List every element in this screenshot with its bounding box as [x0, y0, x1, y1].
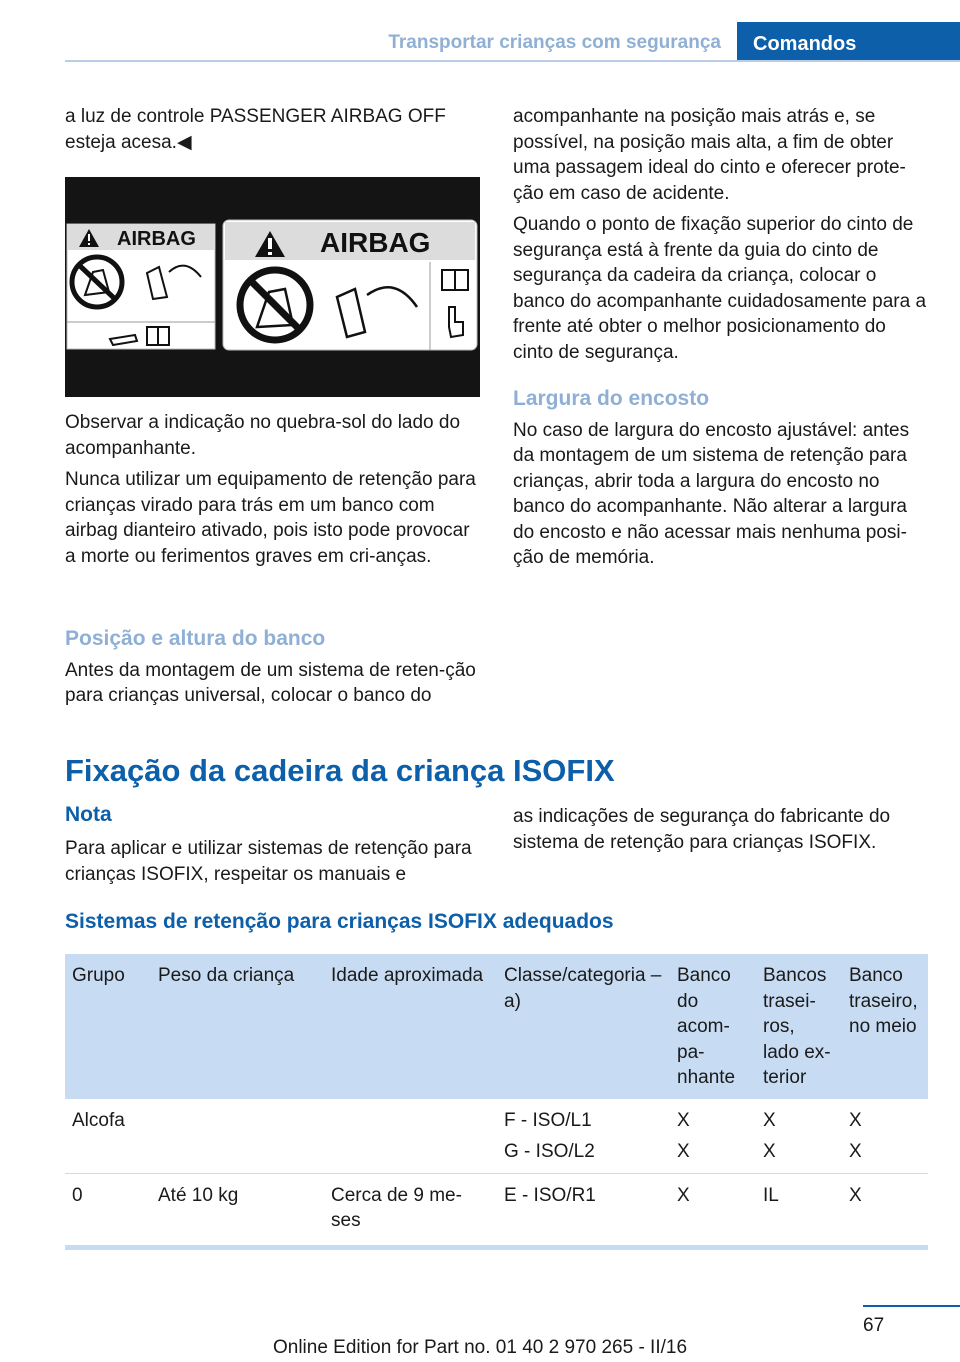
isofix-table [65, 954, 928, 1250]
cell-acompanhante: X [670, 1173, 756, 1247]
cell-meio: X [842, 1173, 928, 1247]
airbag-label-illustration [65, 177, 480, 397]
header-bancos-traseiros-exterior: Bancos trasei-ros, lado ex-terior [756, 954, 842, 1099]
cell-ext-line: X [763, 1109, 776, 1131]
paragraph-seat-position: Antes da montagem de um sistema de reten-ção para crianças universal, colocar o banco do [65, 659, 476, 706]
header-classe: Classe/categoria – a) [497, 954, 670, 1099]
edition-footer: Online Edition for Part no. 01 40 2 970 265 - II/16 [272, 1337, 688, 1358]
paragraph-sun-visor: Observar a indicação no quebra-sol do lado do acompanhante. [65, 412, 461, 459]
cell-peso: Até 10 kg [151, 1173, 324, 1247]
table-row [65, 1173, 928, 1247]
cell-meio-line: X [849, 1109, 862, 1131]
cell-acompanhante [670, 1099, 756, 1174]
cell-meio [842, 1099, 928, 1174]
cell-acomp-line: X [677, 1141, 690, 1162]
table-row [65, 1099, 928, 1174]
cell-exterior [756, 1099, 842, 1174]
paragraph-backrest-width: No caso de largura do encosto ajustável: antes da montagem de um sistema de retenção para crianças, abrir toda a largura do encosto no banco do acompanhante. Não alterar a largura do encosto e não acessar mais nenhuma posi-ção de memória. [513, 419, 910, 568]
paragraph-rear-facing-warning: Nunca utilizar um equipamento de retenção para crianças virado para trás em um banco com airbag dianteiro ativado, pois isto pode provocar a morte ou ferimentos graves em cri-anças. [65, 469, 476, 567]
cell-meio-line: X [849, 1141, 862, 1162]
table-title: Sistemas de retenção para crianças ISOFIX adequados [65, 910, 614, 933]
cell-idade: Cerca de 9 me-ses [324, 1173, 497, 1247]
cell-classe: E - ISO/R1 [497, 1173, 670, 1247]
cell-idade [324, 1099, 497, 1174]
header-rule [65, 60, 960, 62]
cell-grupo: 0 [65, 1173, 151, 1247]
running-header-section: Transportar crianças com segurança [388, 32, 721, 53]
backrest-width-section [513, 386, 931, 577]
header-idade: Idade aproximada [324, 954, 497, 1099]
cell-classe-line: G - ISO/L2 [504, 1141, 595, 1162]
footer-rule [863, 1305, 960, 1307]
header-peso: Peso da criança [151, 954, 324, 1099]
nota-paragraph-right: as indicações de segurança do fabricante do sistema de retenção para crianças ISOFIX. [513, 806, 891, 853]
header-banco-acompanhante: Banco do acom-pa-nhante [670, 954, 756, 1099]
airbag-label-big: AIRBAG [320, 227, 431, 258]
cell-exterior: IL [756, 1173, 842, 1247]
heading-seat-position: Posição e altura do banco [65, 627, 326, 650]
airbag-label-small: AIRBAG [117, 228, 196, 250]
left-column [65, 104, 480, 161]
nota-right-text [513, 804, 931, 861]
heading-backrest-width: Largura do encosto [513, 387, 710, 410]
cell-classe-line: F - ISO/L1 [504, 1109, 592, 1131]
nota-paragraph-left: Para aplicar e utilizar sistemas de retenção para crianças ISOFIX, respeitar os manuais e [65, 838, 472, 885]
cell-peso [151, 1099, 324, 1174]
airbag-warning-label-image [65, 177, 480, 397]
nota-left-text [65, 836, 480, 893]
paragraph-belt-anchor: Quando o ponto de fixação superior do cinto de segurança está à frente da guia do cinto de segurança da cadeira da criança, colocar o banco do acompanhante cuidadosamente para a frente até obter o melhor posicionamento do cinto de segurança. [513, 214, 927, 363]
cell-classe [497, 1099, 670, 1174]
cell-acomp-line: X [677, 1109, 690, 1131]
header-grupo: Grupo [65, 954, 151, 1099]
page-number: 67 [863, 1315, 885, 1336]
left-column-body [65, 410, 480, 575]
seat-position-section [65, 626, 480, 715]
table-header-row [65, 954, 928, 1099]
intro-text: a luz de controle PASSENGER AIRBAG OFF esteja acesa.◀ [65, 106, 446, 153]
right-column [513, 104, 931, 371]
running-header-chapter-tab: Comandos [737, 22, 960, 62]
paragraph-seat-rearmost: acompanhante na posição mais atrás e, se possível, na posição mais alta, a fim de obter uma passagem ideal do cinto e oferecer prote-ção em caso de acidente. [513, 106, 906, 204]
isofix-title: Fixação da cadeira da criança ISOFIX [65, 753, 615, 788]
nota-heading: Nota [65, 803, 112, 826]
header-banco-traseiro-meio: Banco traseiro, no meio [842, 954, 928, 1099]
cell-ext-line: X [763, 1141, 776, 1162]
cell-grupo: Alcofa [65, 1099, 151, 1174]
